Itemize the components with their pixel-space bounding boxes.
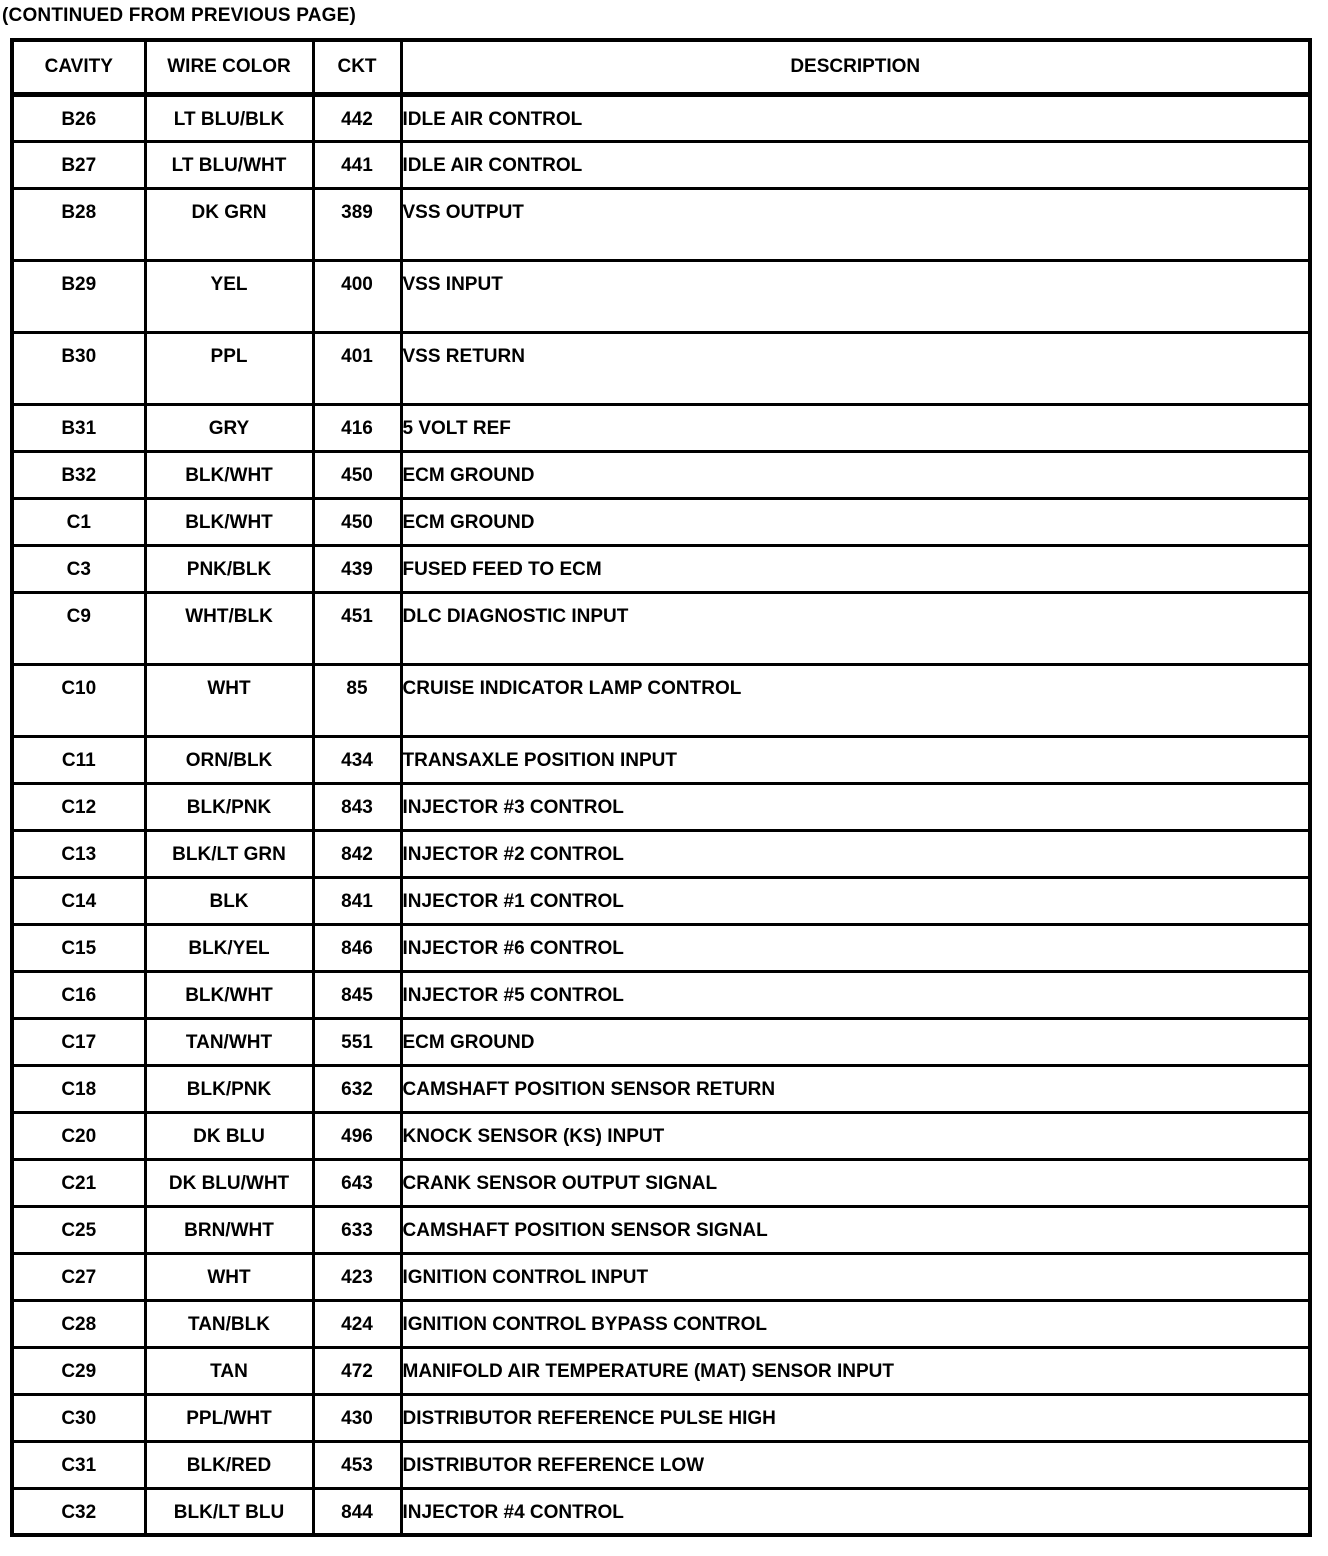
wire-color-cell: PNK/BLK	[145, 545, 313, 592]
wire-color-cell: BLK/WHT	[145, 498, 313, 545]
description-cell: CRUISE INDICATOR LAMP CONTROL	[401, 664, 1310, 736]
cavity-cell: C18	[12, 1065, 145, 1112]
wire-color-cell: BRN/WHT	[145, 1206, 313, 1253]
description-cell: ECM GROUND	[401, 1018, 1310, 1065]
description-cell: CAMSHAFT POSITION SENSOR SIGNAL	[401, 1206, 1310, 1253]
ckt-cell: 551	[313, 1018, 401, 1065]
description-cell: INJECTOR #5 CONTROL	[401, 971, 1310, 1018]
ckt-cell: 845	[313, 971, 401, 1018]
cavity-cell: B26	[12, 94, 145, 141]
wire-color-cell: TAN/BLK	[145, 1300, 313, 1347]
description-cell: KNOCK SENSOR (KS) INPUT	[401, 1112, 1310, 1159]
ckt-cell: 451	[313, 592, 401, 664]
header-ckt: CKT	[313, 40, 401, 94]
description-cell: ECM GROUND	[401, 498, 1310, 545]
wire-color-cell: LT BLU/BLK	[145, 94, 313, 141]
description-cell: INJECTOR #6 CONTROL	[401, 924, 1310, 971]
table-row	[12, 404, 1310, 451]
wire-color-cell: WHT/BLK	[145, 592, 313, 664]
cavity-cell: C21	[12, 1159, 145, 1206]
table-row	[12, 141, 1310, 188]
ckt-cell: 841	[313, 877, 401, 924]
ckt-cell: 450	[313, 451, 401, 498]
cavity-cell: B28	[12, 188, 145, 260]
wire-color-cell: BLK/RED	[145, 1441, 313, 1488]
ckt-cell: 453	[313, 1441, 401, 1488]
table-row	[12, 545, 1310, 592]
description-cell: INJECTOR #2 CONTROL	[401, 830, 1310, 877]
table-row	[12, 592, 1310, 664]
header-description: DESCRIPTION	[401, 40, 1310, 94]
description-cell: DISTRIBUTOR REFERENCE PULSE HIGH	[401, 1394, 1310, 1441]
cavity-cell: C25	[12, 1206, 145, 1253]
ckt-cell: 389	[313, 188, 401, 260]
ckt-cell: 416	[313, 404, 401, 451]
table-body	[12, 94, 1310, 1535]
wire-color-cell: PPL	[145, 332, 313, 404]
table-row	[12, 1065, 1310, 1112]
ckt-cell: 442	[313, 94, 401, 141]
cavity-cell: B27	[12, 141, 145, 188]
cavity-cell: C15	[12, 924, 145, 971]
ckt-cell: 85	[313, 664, 401, 736]
description-cell: IGNITION CONTROL INPUT	[401, 1253, 1310, 1300]
header-wire-color: WIRE COLOR	[145, 40, 313, 94]
cavity-cell: C1	[12, 498, 145, 545]
wire-color-cell: GRY	[145, 404, 313, 451]
ckt-cell: 423	[313, 1253, 401, 1300]
table-row	[12, 783, 1310, 830]
cavity-cell: C17	[12, 1018, 145, 1065]
ckt-cell: 450	[313, 498, 401, 545]
ckt-cell: 400	[313, 260, 401, 332]
table-row	[12, 332, 1310, 404]
table-row	[12, 664, 1310, 736]
ckt-cell: 643	[313, 1159, 401, 1206]
cavity-cell: C10	[12, 664, 145, 736]
ckt-cell: 496	[313, 1112, 401, 1159]
header-cavity: CAVITY	[12, 40, 145, 94]
ckt-cell: 401	[313, 332, 401, 404]
table-row	[12, 1018, 1310, 1065]
wire-color-cell: DK BLU	[145, 1112, 313, 1159]
table-row	[12, 1441, 1310, 1488]
cavity-cell: C30	[12, 1394, 145, 1441]
ckt-cell: 843	[313, 783, 401, 830]
ckt-cell: 842	[313, 830, 401, 877]
continued-note: (CONTINUED FROM PREVIOUS PAGE)	[2, 5, 356, 26]
table-row	[12, 877, 1310, 924]
connector-pinout-table	[10, 38, 1312, 1537]
ckt-cell: 846	[313, 924, 401, 971]
cavity-cell: C16	[12, 971, 145, 1018]
ckt-cell: 441	[313, 141, 401, 188]
wire-color-cell: BLK/PNK	[145, 1065, 313, 1112]
table-row	[12, 1112, 1310, 1159]
cavity-cell: C31	[12, 1441, 145, 1488]
table-row	[12, 1253, 1310, 1300]
cavity-cell: C28	[12, 1300, 145, 1347]
description-cell: VSS RETURN	[401, 332, 1310, 404]
ckt-cell: 434	[313, 736, 401, 783]
description-cell: IDLE AIR CONTROL	[401, 141, 1310, 188]
ckt-cell: 633	[313, 1206, 401, 1253]
table-row	[12, 830, 1310, 877]
wire-color-cell: BLK	[145, 877, 313, 924]
wire-color-cell: ORN/BLK	[145, 736, 313, 783]
description-cell: 5 VOLT REF	[401, 404, 1310, 451]
cavity-cell: C11	[12, 736, 145, 783]
wire-color-cell: BLK/YEL	[145, 924, 313, 971]
ckt-cell: 424	[313, 1300, 401, 1347]
table-row	[12, 451, 1310, 498]
description-cell: INJECTOR #4 CONTROL	[401, 1488, 1310, 1535]
description-cell: DLC DIAGNOSTIC INPUT	[401, 592, 1310, 664]
wire-color-cell: LT BLU/WHT	[145, 141, 313, 188]
description-cell: VSS OUTPUT	[401, 188, 1310, 260]
description-cell: INJECTOR #3 CONTROL	[401, 783, 1310, 830]
table-row	[12, 188, 1310, 260]
description-cell: MANIFOLD AIR TEMPERATURE (MAT) SENSOR INPUT	[401, 1347, 1310, 1394]
table-row	[12, 1300, 1310, 1347]
cavity-cell: C29	[12, 1347, 145, 1394]
cavity-cell: C3	[12, 545, 145, 592]
cavity-cell: B31	[12, 404, 145, 451]
cavity-cell: C14	[12, 877, 145, 924]
cavity-cell: C27	[12, 1253, 145, 1300]
table-row	[12, 260, 1310, 332]
table-row	[12, 1347, 1310, 1394]
ckt-cell: 472	[313, 1347, 401, 1394]
description-cell: TRANSAXLE POSITION INPUT	[401, 736, 1310, 783]
description-cell: IGNITION CONTROL BYPASS CONTROL	[401, 1300, 1310, 1347]
table-row	[12, 94, 1310, 141]
description-cell: CRANK SENSOR OUTPUT SIGNAL	[401, 1159, 1310, 1206]
wire-color-cell: DK GRN	[145, 188, 313, 260]
table-row	[12, 971, 1310, 1018]
ckt-cell: 632	[313, 1065, 401, 1112]
wire-color-cell: BLK/LT GRN	[145, 830, 313, 877]
description-cell: ECM GROUND	[401, 451, 1310, 498]
ckt-cell: 844	[313, 1488, 401, 1535]
cavity-cell: C20	[12, 1112, 145, 1159]
wire-color-cell: BLK/WHT	[145, 451, 313, 498]
wire-color-cell: TAN	[145, 1347, 313, 1394]
ckt-cell: 439	[313, 545, 401, 592]
wire-color-cell: TAN/WHT	[145, 1018, 313, 1065]
table-row	[12, 924, 1310, 971]
table-row	[12, 498, 1310, 545]
wire-color-cell: BLK/LT BLU	[145, 1488, 313, 1535]
description-cell: DISTRIBUTOR REFERENCE LOW	[401, 1441, 1310, 1488]
table-row	[12, 1394, 1310, 1441]
cavity-cell: C13	[12, 830, 145, 877]
description-cell: VSS INPUT	[401, 260, 1310, 332]
cavity-cell: C12	[12, 783, 145, 830]
wire-color-cell: BLK/WHT	[145, 971, 313, 1018]
wire-color-cell: DK BLU/WHT	[145, 1159, 313, 1206]
wire-color-cell: PPL/WHT	[145, 1394, 313, 1441]
table-row	[12, 1488, 1310, 1535]
description-cell: CAMSHAFT POSITION SENSOR RETURN	[401, 1065, 1310, 1112]
wire-color-cell: WHT	[145, 664, 313, 736]
table-row	[12, 736, 1310, 783]
description-cell: INJECTOR #1 CONTROL	[401, 877, 1310, 924]
cavity-cell: C32	[12, 1488, 145, 1535]
cavity-cell: B29	[12, 260, 145, 332]
wire-color-cell: BLK/PNK	[145, 783, 313, 830]
wire-color-cell: WHT	[145, 1253, 313, 1300]
cavity-cell: B32	[12, 451, 145, 498]
table-row	[12, 1159, 1310, 1206]
table-row	[12, 1206, 1310, 1253]
ckt-cell: 430	[313, 1394, 401, 1441]
description-cell: FUSED FEED TO ECM	[401, 545, 1310, 592]
description-cell: IDLE AIR CONTROL	[401, 94, 1310, 141]
cavity-cell: B30	[12, 332, 145, 404]
cavity-cell: C9	[12, 592, 145, 664]
table-header-row	[12, 40, 1310, 94]
wire-color-cell: YEL	[145, 260, 313, 332]
